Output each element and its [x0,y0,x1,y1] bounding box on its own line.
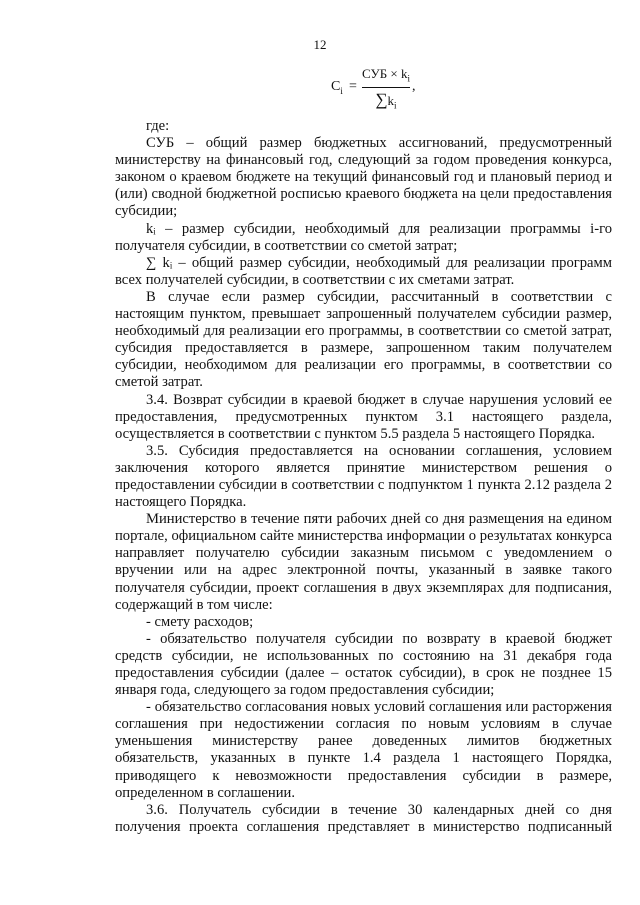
paragraph: Министерство в течение пяти рабочих дней со дня размещения на едином портале, официальном сайте министерства информации о результатах конкурса направляет получателю субсидии заказным письмом с уведомлением о вручении или на адрес электронной почты, указанный в заявке такого получателя субсидии, проект соглашения в двух экземплярах для подписания, содержащий в том числе: [115,511,612,613]
formula-lhs: $C_i$ [331,79,343,96]
body-text [115,118,612,836]
paragraph: kᵢ – размер субсидии, необходимый для реализации программы i-го получателя субсидии, в соответствии со сметой затрат; [115,220,612,254]
paragraph: 3.4. Возврат субсидии в краевой бюджет в случае нарушения условий ее предоставления, предусмотренных пунктом 3.1 настоящего раздела, осуществляется в соответствии с пунктом 5.5 раздела 5 настоящего Порядка. [115,391,612,442]
paragraph: - смету расходов; [146,613,254,630]
paragraph: где: [146,118,170,134]
paragraph: - обязательство получателя субсидии по возврату в краевой бюджет средств субсидии, не использованных по состоянию на 31 декабря года предоставления субсидии (далее – остаток субсидии), в срок не позднее 15 января года, следующего за годом предоставления субсидии; [115,630,612,699]
formula-comma: , [412,79,416,94]
formula-denominator: $\sum k_i$ [375,90,397,111]
subsidy-formula [0,66,640,116]
paragraph: ∑ kᵢ – общий размер субсидии, необходимый для реализации программ всех получателей субсидии, в соответствии с их сметами затрат. [115,254,612,288]
formula-equals: = [349,79,357,94]
page-number: 12 [313,37,327,52]
formula-numerator: СУБ × $k_i$ [362,66,411,84]
paragraph: 3.5. Субсидия предоставляется на основании соглашения, условием заключения которого является принятие министерством решения о предоставлении субсидии в соответствии с подпунктом 1 пункта 2.12 раздела 2 настоящего Порядка. [115,442,612,511]
paragraph: СУБ – общий размер бюджетных ассигнований, предусмотренный министерству на финансовый год, следующий за годом проведения конкурса, законом о краевом бюджете на текущий финансовый год и плановый период и (или) сводной бюджетной росписью краевого бюджета на цели предоставления субсидии; [115,135,612,220]
paragraph: - обязательство согласования новых условий соглашения или расторжения соглашения при недостижении согласия по новым условиям в случае уменьшения министерству ранее доведенных лимитов бюджетных обязательств, указанных в пункте 1.4 раздела 1 настоящего Порядка, приводящего к невозможности предоставления субсидии в размере, определенном в соглашении. [115,699,612,801]
paragraph: В случае если размер субсидии, рассчитанный в соответствии с настоящим пунктом, превышает запрошенный получателем субсидии размер, необходимый для реализации его программы, в соответствии со сметой затрат, субсидия предоставляется в размере, запрошенном таким получателем субсидии, необходимом для реализации его программы, в соответствии со сметой затрат. [115,288,612,391]
fraction-bar [362,87,410,88]
paragraph: 3.6. Получатель субсидии в течение 30 календарных дней со дня получения проекта соглашения представляет в министерство подписанный [115,801,612,835]
